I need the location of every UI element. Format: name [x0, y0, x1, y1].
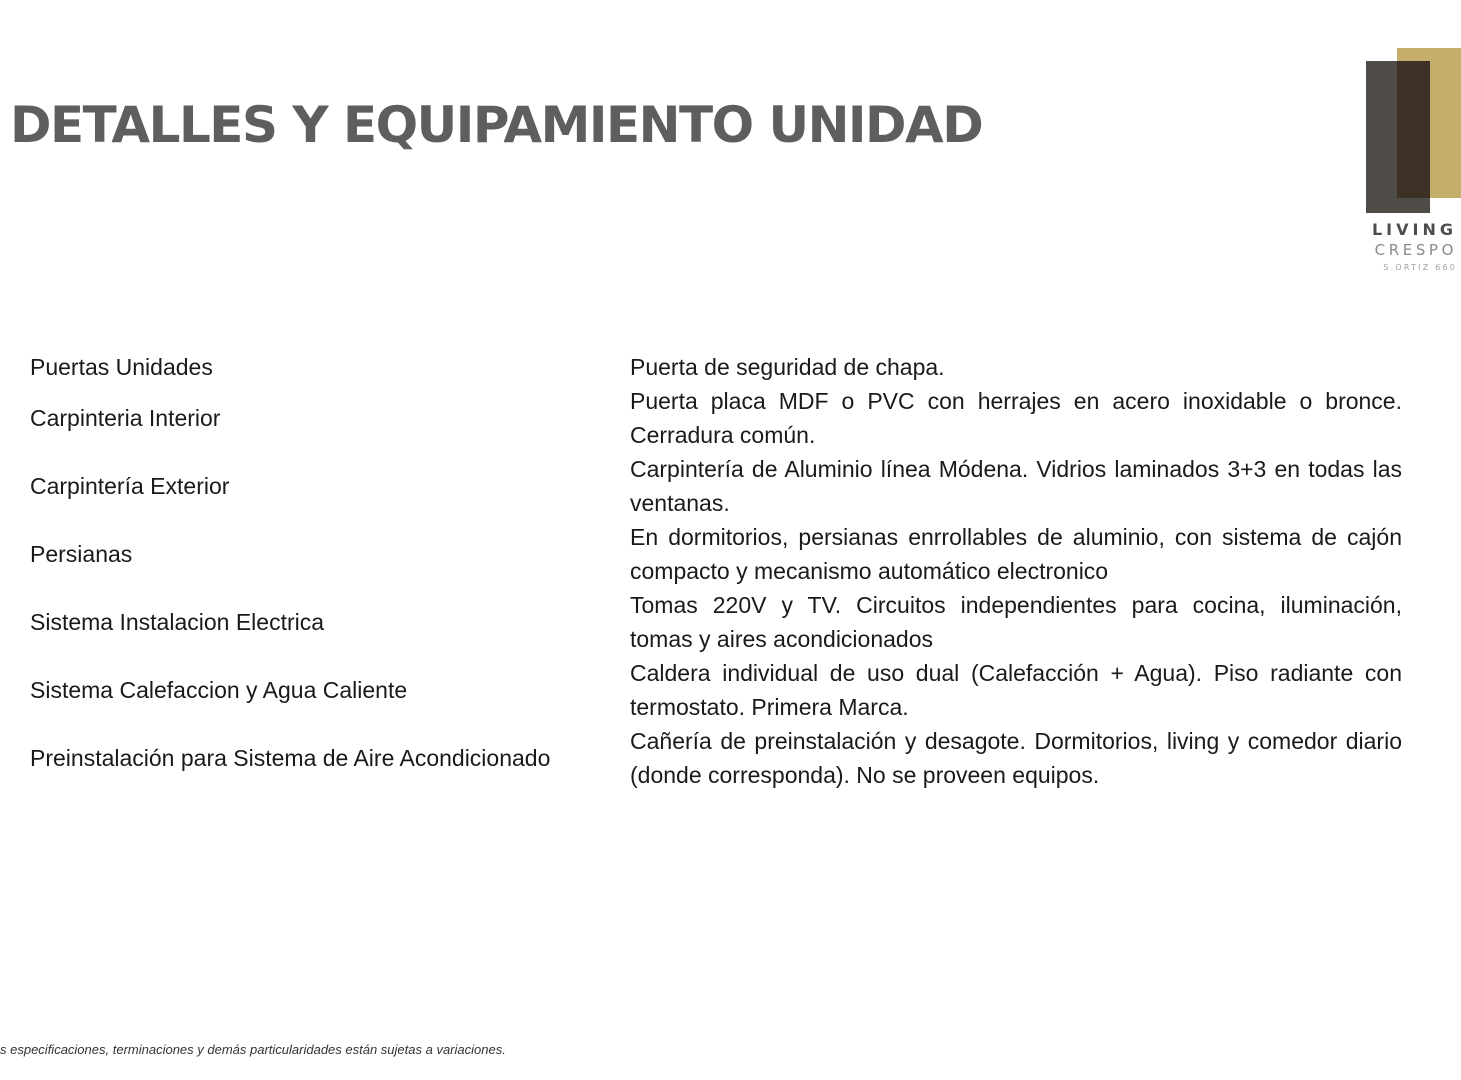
- spec-label: Carpintería Exterior: [30, 473, 230, 499]
- spec-label: Persianas: [30, 541, 133, 567]
- spec-row: [30, 384, 1402, 452]
- living-crespo-logo: [1360, 48, 1461, 278]
- page-title: DETALLES Y EQUIPAMIENTO UNIDAD: [10, 96, 983, 154]
- spec-row: [30, 350, 1402, 384]
- logo-address-text: S.ORTIZ 660: [1383, 263, 1457, 272]
- specs-table: [30, 350, 1402, 792]
- spec-row: [30, 588, 1402, 656]
- disclaimer-text: s especificaciones, terminaciones y demás particularidades están sujetas a variaciones.: [0, 1042, 506, 1057]
- spec-row: [30, 520, 1402, 588]
- spec-value: Tomas 220V y TV. Circuitos independientes para cocina, iluminación, tomas y aires acondicionados: [630, 592, 1402, 652]
- logo-subbrand-text: CRESPO: [1374, 241, 1457, 259]
- spec-value: Cañería de preinstalación y desagote. Dormitorios, living y comedor diario (donde corresponda). No se proveen equipos.: [630, 728, 1402, 788]
- spec-row: [30, 452, 1402, 520]
- spec-label: Carpinteria Interior: [30, 405, 221, 431]
- spec-label: Sistema Instalacion Electrica: [30, 609, 325, 635]
- spec-value: Puerta placa MDF o PVC con herrajes en acero inoxidable o bronce. Cerradura común.: [630, 388, 1402, 448]
- spec-label: Sistema Calefaccion y Agua Caliente: [30, 677, 408, 703]
- spec-label: Preinstalación para Sistema de Aire Acondicionado: [30, 745, 551, 771]
- logo-mark-icon: [1360, 48, 1461, 213]
- spec-value: Carpintería de Aluminio línea Módena. Vidrios laminados 3+3 en todas las ventanas.: [630, 456, 1402, 516]
- spec-label: Puertas Unidades: [30, 354, 213, 380]
- spec-value: En dormitorios, persianas enrrollables de aluminio, con sistema de cajón compacto y mecanismo automático electronico: [630, 524, 1402, 584]
- spec-row: [30, 656, 1402, 724]
- logo-brand-text: LIVING: [1371, 220, 1457, 239]
- spec-value: Caldera individual de uso dual (Calefacción + Agua). Piso radiante con termostato. Primera Marca.: [630, 660, 1402, 720]
- spec-row: [30, 724, 1402, 792]
- spec-value: Puerta de seguridad de chapa.: [630, 354, 945, 380]
